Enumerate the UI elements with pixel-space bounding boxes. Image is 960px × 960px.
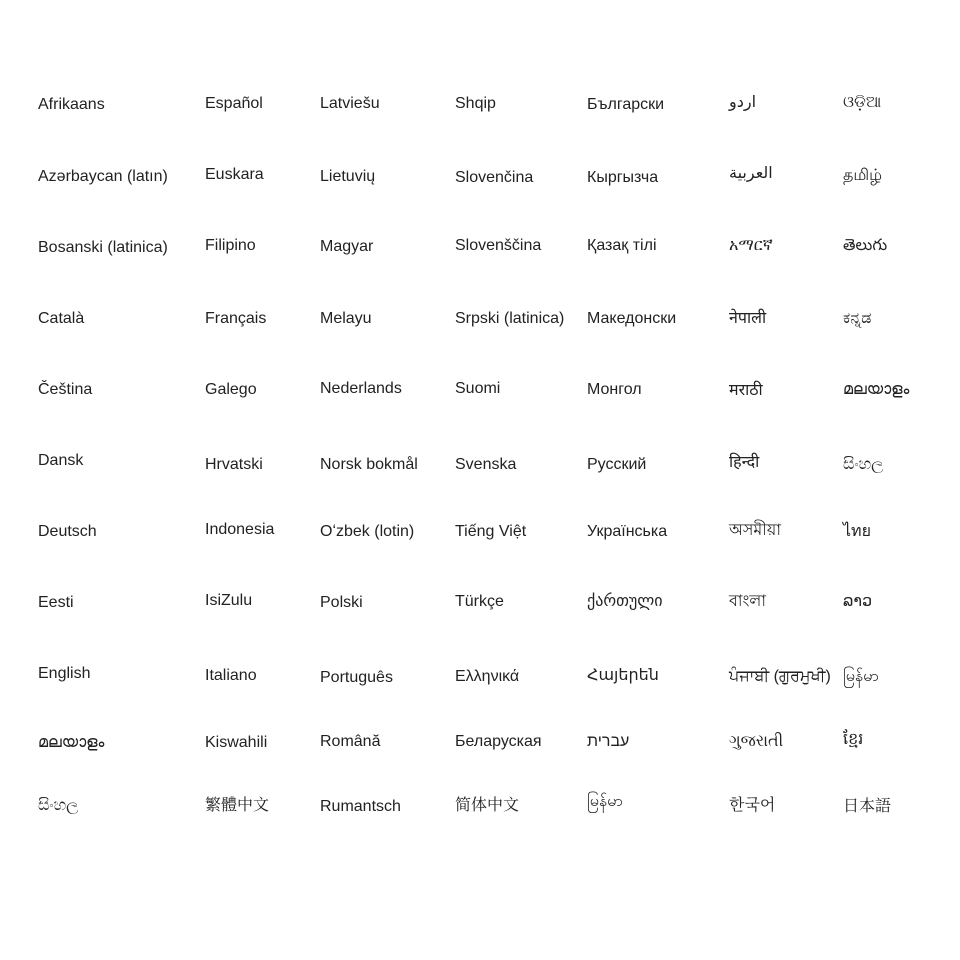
language-option[interactable]: Italiano [205,667,257,684]
language-option[interactable]: ગુજરાતી [729,733,784,750]
language-option[interactable]: Български [587,96,665,113]
language-option[interactable]: Dansk [38,452,84,469]
language-option[interactable]: Македонски [587,310,677,327]
language-option[interactable]: සිංහල [843,456,884,473]
language-option[interactable]: తెలుగు [843,237,888,254]
language-option[interactable]: ଓଡ଼ିଆ [843,94,882,111]
language-option[interactable]: Polski [320,594,363,611]
language-option[interactable]: ไทย [843,523,871,540]
language-option[interactable]: Afrikaans [38,96,105,113]
language-option[interactable]: Galego [205,381,257,398]
language-option[interactable]: Oʻzbek (lotin) [320,523,415,540]
language-option[interactable]: Eesti [38,594,74,611]
language-option[interactable]: नेपाली [729,310,767,327]
language-option[interactable]: Čeština [38,381,93,398]
language-option[interactable]: Tiếng Việt [455,523,527,540]
language-option[interactable]: မြန်မာ [587,793,623,810]
language-option[interactable]: Nederlands [320,380,402,397]
language-option[interactable]: Қазақ тілі [587,237,657,254]
language-option[interactable]: മലയാളം [843,381,910,398]
language-option[interactable]: Slovenčina [455,169,534,186]
language-option[interactable]: Kiswahili [205,734,268,751]
language-option[interactable]: 繁體中文 [205,797,270,814]
language-option[interactable]: עברית [587,733,630,750]
language-option[interactable]: Rumantsch [320,798,401,815]
language-option[interactable]: Slovenščina [455,237,542,254]
language-option[interactable]: ਪੰਜਾਬੀ (ਗੁਰਮੁਖੀ) [729,668,831,685]
language-option[interactable]: اردو [729,94,757,111]
language-option[interactable]: 한국어 [729,797,776,814]
language-option[interactable]: Norsk bokmål [320,456,418,473]
language-option[interactable]: 日本語 [843,798,892,815]
language-option[interactable]: Srpski (latinica) [455,310,565,327]
language-option[interactable]: Suomi [455,380,501,397]
language-option[interactable]: हिन्दी [729,454,760,471]
language-option[interactable]: മലയാളം [38,734,105,751]
language-option[interactable]: ລາວ [843,593,873,610]
language-option[interactable]: Кыргызча [587,169,659,186]
language-option[interactable]: Svenska [455,456,517,473]
language-option[interactable]: සිංහල [38,797,79,814]
language-option[interactable]: Català [38,310,85,327]
language-option[interactable]: Հայերեն [587,667,659,684]
language-option[interactable]: Lietuvių [320,168,376,185]
language-option[interactable]: Français [205,310,267,327]
language-option[interactable]: Русский [587,456,647,473]
language-option[interactable]: မြန်မာ [843,668,879,685]
language-option[interactable]: ខ្មែរ [843,731,864,748]
language-option[interactable]: Shqip [455,95,496,112]
language-option[interactable]: বাংলা [729,593,766,610]
language-option[interactable]: العربية [729,165,773,182]
language-option[interactable]: Ελληνικά [455,668,520,685]
language-option[interactable]: English [38,665,91,682]
language-option[interactable]: Беларуская [455,733,542,750]
language-option[interactable]: Español [205,95,263,112]
language-option[interactable]: IsiZulu [205,592,253,609]
language-option[interactable]: Azərbaycan (latın) [38,168,168,185]
language-option[interactable]: Latviešu [320,95,380,112]
language-option[interactable]: Euskara [205,166,264,183]
language-option[interactable]: Bosanski (latinica) [38,239,168,256]
language-option[interactable]: Українська [587,523,668,540]
language-option[interactable]: Hrvatski [205,456,263,473]
language-option[interactable]: Português [320,669,393,686]
language-option[interactable]: 简体中文 [455,797,520,814]
language-option[interactable]: ಕನ್ನಡ [843,310,872,327]
language-option[interactable]: Filipino [205,237,256,254]
language-option[interactable]: Deutsch [38,523,97,540]
language-option[interactable]: Română [320,733,381,750]
language-option[interactable]: অসমীয়া [729,522,781,539]
language-option[interactable]: Türkçe [455,593,504,610]
language-option[interactable]: ქართული [587,593,663,610]
language-option[interactable]: Melayu [320,310,372,327]
language-option[interactable]: Magyar [320,238,374,255]
language-option[interactable]: मराठी [729,382,763,399]
language-option[interactable]: தமிழ் [843,167,883,184]
language-option[interactable]: Indonesia [205,521,275,538]
language-option[interactable]: Монгол [587,381,642,398]
language-option[interactable]: አማርኛ [729,237,773,254]
